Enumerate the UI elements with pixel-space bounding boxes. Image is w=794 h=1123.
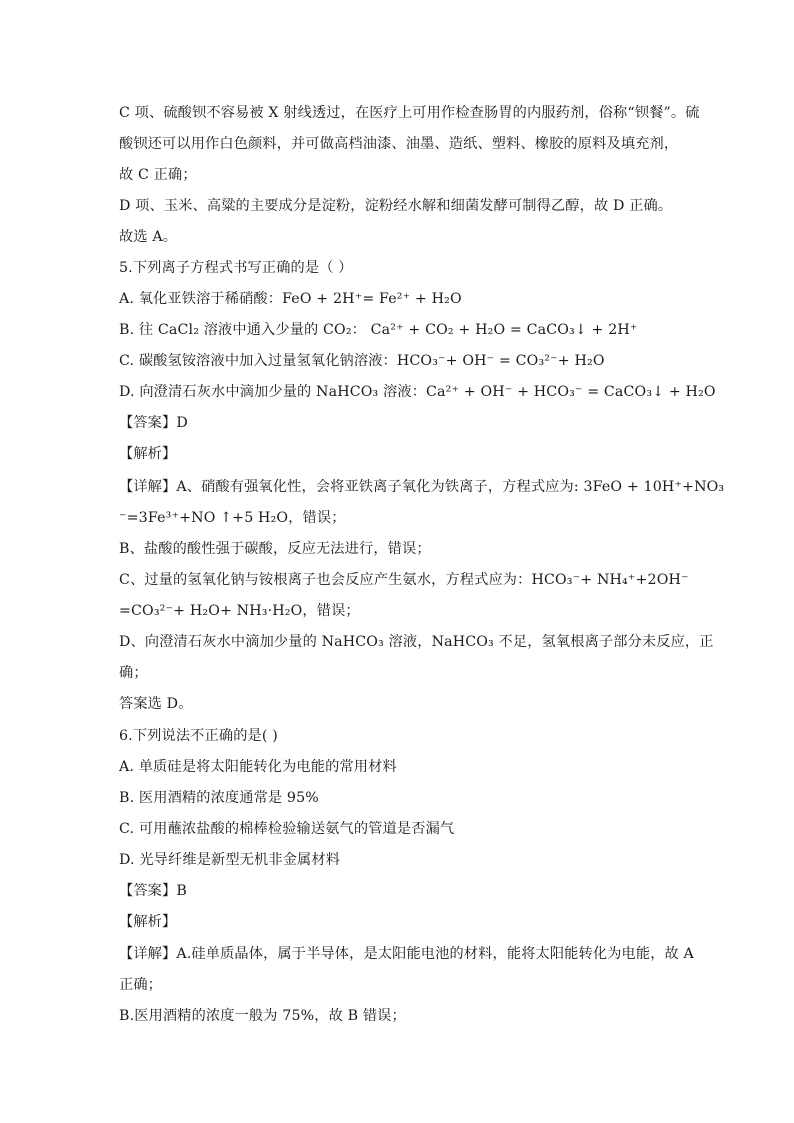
question-6-title: 6.下列说法不正确的是( ) [119,728,278,744]
detail-text: ⁻=3Fe³⁺+NO ↑+5 H₂O，错误； [119,510,346,526]
question-5-title: 5.下列离子方程式书写正确的是（ ） [119,260,353,276]
detail-text: D、向澄清石灰水中滴加少量的 NaHCO₃ 溶液，NaHCO₃ 不足，氢氧根离子部分未反应，正 [119,634,714,650]
analysis-label: 【解析】 [119,446,177,462]
text-line: D 项、玉米、高粱的主要成分是淀粉，淀粉经水解和细菌发酵可制得乙醇，故 D 正确。 [119,198,673,214]
detail-text: B、盐酸的酸性强于碳酸，反应无法进行，错误； [119,541,431,557]
detail-text: 【详解】A.硅单质晶体，属于半导体，是太阳能电池的材料，能将太阳能转化为电能，故 A [119,946,694,962]
option-b: B. 往 CaCl₂ 溶液中通入少量的 CO₂： Ca²⁺ + CO₂ + H₂O = CaCO₃↓ + 2H⁺ [119,322,638,338]
option-c: C. 碳酸氢铵溶液中加入过量氢氧化钠溶液：HCO₃⁻+ OH⁻ = CO₃²⁻+ H₂O [119,353,605,369]
text-line: 酸钡还可以用作白色颜料，并可做高档油漆、油墨、造纸、塑料、橡胶的原料及填充剂， [119,136,679,152]
detail-text: 【详解】A、硝酸有强氧化性，会将亚铁离子氧化为铁离子，方程式应为: 3FeO + 10H⁺+NO₃ [119,479,725,495]
detail-text: C、过量的氢氧化钠与铵根离子也会反应产生氨水，方程式应为：HCO₃⁻+ NH₄⁺+2OH⁻ [119,572,689,588]
detail-text: =CO₃²⁻+ H₂O+ NH₃·H₂O，错误； [119,603,360,619]
detail-text: 正确； [119,977,163,993]
option-a: A. 单质硅是将太阳能转化为电能的常用材料 [119,759,397,775]
analysis-label: 【解析】 [119,914,177,930]
text-line: C 项、硫酸钡不容易被 X 射线透过，在医疗上可用作检查肠胃的内服药剂，俗称“钡餐”。硫 [119,105,700,121]
option-c: C. 可用蘸浓盐酸的棉棒检验输送氨气的管道是否漏气 [119,821,455,837]
answer-label: 【答案】D [119,415,188,431]
text-line: 故选 A。 [119,229,178,245]
option-d: D. 光导纤维是新型无机非金属材料 [119,852,341,868]
detail-text: B.医用酒精的浓度一般为 75%，故 B 错误； [119,1008,406,1024]
option-b: B. 医用酒精的浓度通常是 95% [119,790,319,806]
option-a: A. 氧化亚铁溶于稀硝酸：FeO + 2H⁺= Fe²⁺ + H₂O [119,291,462,307]
answer-label: 【答案】B [119,883,187,899]
text-line: 故 C 正确； [119,167,197,183]
answer-choice: 答案选 D。 [119,696,193,712]
detail-text: 确； [119,665,148,681]
option-d: D. 向澄清石灰水中滴加少量的 NaHCO₃ 溶液：Ca²⁺ + OH⁻ + HCO₃⁻ = CaCO₃↓ + H₂O [119,384,716,400]
